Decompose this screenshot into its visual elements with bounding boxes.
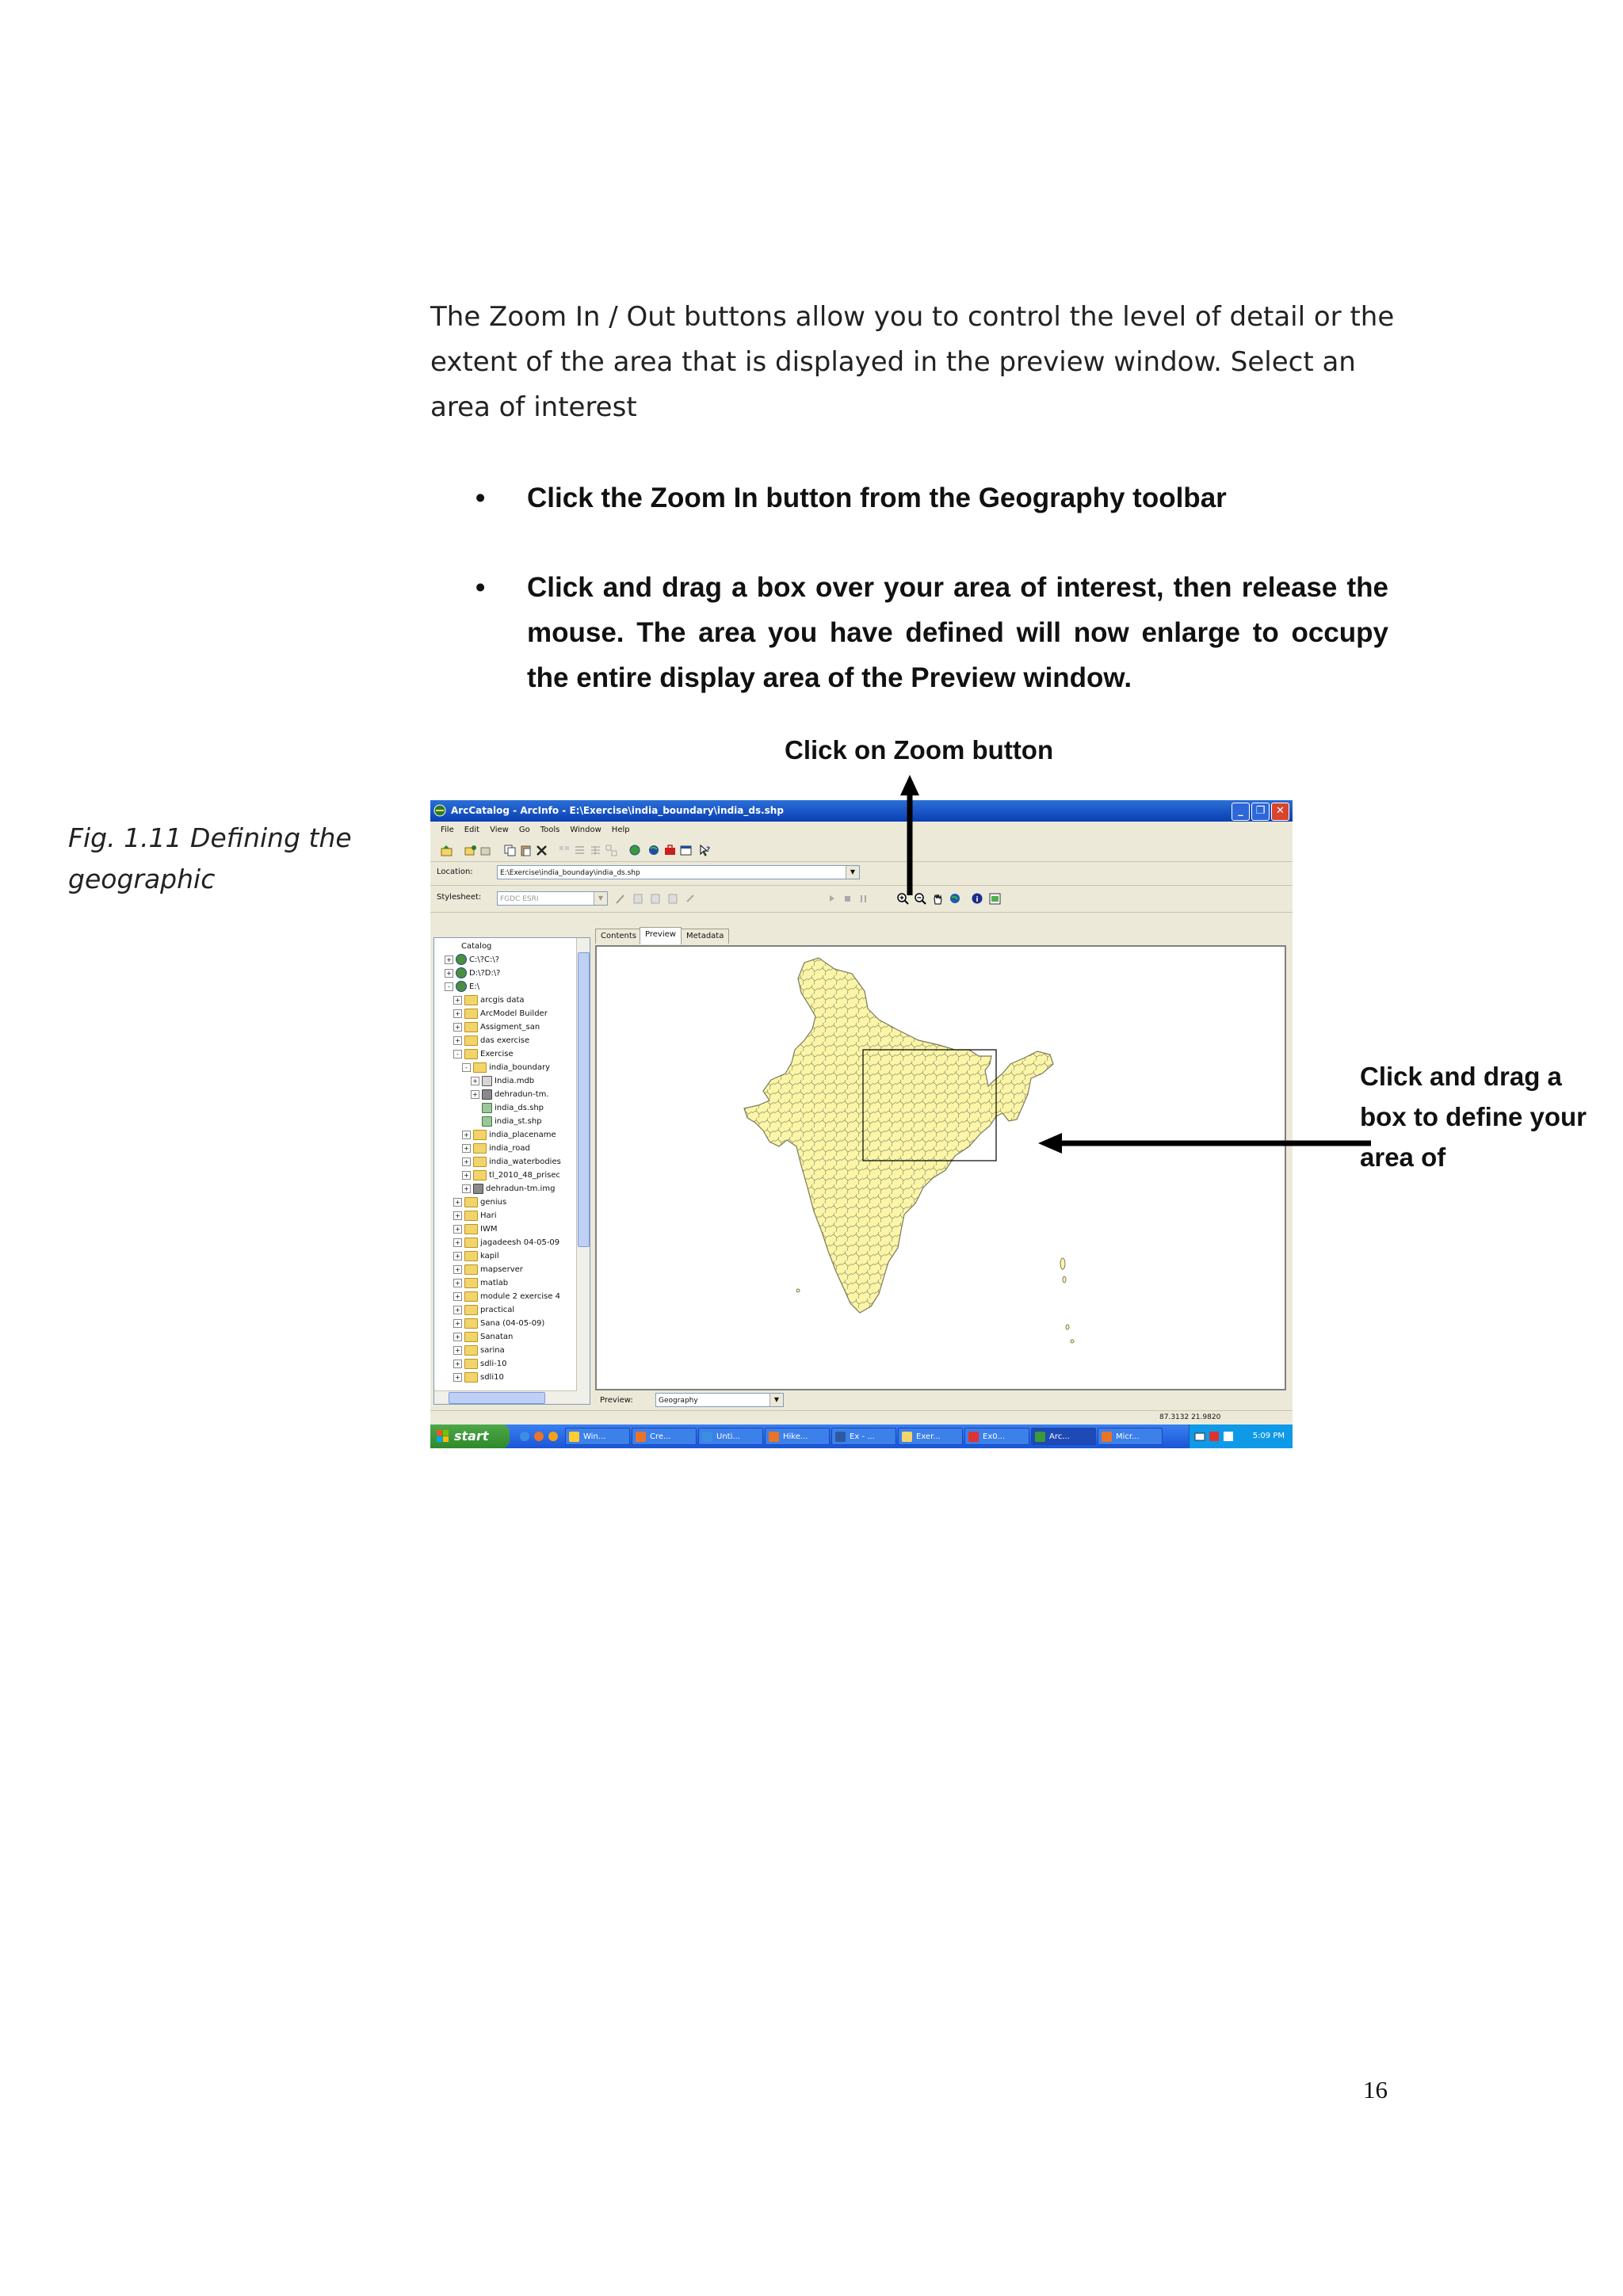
folder-icon: [464, 1264, 478, 1275]
coordinates-readout: 87.3132 21.9820: [1159, 1413, 1221, 1421]
horizontal-scrollbar[interactable]: [434, 1390, 577, 1404]
taskbar-button-label: Win...: [583, 1432, 606, 1441]
catalog-tree-item[interactable]: [453, 1007, 548, 1020]
svg-text:i: i: [976, 896, 979, 904]
collapse-icon[interactable]: -: [453, 1050, 462, 1058]
security-icon[interactable]: [1209, 1431, 1220, 1442]
window-title: ArcCatalog - ArcInfo - E:\Exercise\india_boundary\india_ds.shp: [451, 805, 784, 816]
taskbar-button[interactable]: [1098, 1428, 1163, 1445]
whats-this-help-icon[interactable]: [698, 844, 712, 857]
catalog-icon: [447, 942, 459, 951]
shp-icon: [482, 1116, 492, 1127]
folder-icon: [473, 1143, 487, 1154]
catalog-tree-label: kapil: [480, 1252, 499, 1261]
expand-icon[interactable]: +: [453, 1238, 462, 1247]
arctoolbox-icon[interactable]: [663, 844, 677, 857]
intro-paragraph: The Zoom In / Out buttons allow you to control the level of detail or the extent of the area that is displayed in the preview window. Select an area of interest: [430, 301, 1395, 423]
india-map[interactable]: [597, 947, 1285, 1389]
catalog-tree-label: jagadeesh 04-05-09: [480, 1238, 560, 1247]
catalog-tree-item[interactable]: [462, 1061, 550, 1074]
bullet-item-drag-box: [475, 565, 1388, 707]
create-thumbnail-icon[interactable]: [988, 892, 1002, 906]
expand-icon[interactable]: +: [453, 1198, 462, 1207]
menu-go[interactable]: Go: [518, 826, 530, 834]
catalog-tree-item[interactable]: [462, 1142, 530, 1155]
catalog-tree-label: India.mdb: [495, 1077, 535, 1085]
tab-metadata[interactable]: Metadata: [681, 929, 729, 944]
zoom-in-icon[interactable]: [896, 892, 910, 906]
catalog-tree-item[interactable]: [453, 1047, 514, 1061]
full-extent-icon[interactable]: [949, 892, 962, 906]
mdb-icon: [482, 1076, 492, 1086]
catalog-tree-item[interactable]: [471, 1101, 544, 1115]
catalog-tree-label: Sana (04-05-09): [480, 1319, 545, 1328]
windows-logo-icon: [437, 1430, 449, 1443]
drive-icon: [456, 981, 467, 992]
collapse-icon[interactable]: -: [445, 982, 453, 991]
catalog-tree: [433, 937, 590, 1405]
folder-icon: [473, 1170, 487, 1180]
thumbnails-view-icon[interactable]: [605, 844, 618, 857]
expand-icon[interactable]: +: [453, 1319, 462, 1328]
taskbar-button[interactable]: [698, 1428, 763, 1445]
folder-icon: [464, 1035, 478, 1046]
windows-taskbar: [430, 1425, 1293, 1448]
expand-icon[interactable]: +: [462, 1158, 471, 1166]
media-quicklaunch-icon[interactable]: [548, 1431, 559, 1442]
preview-type-value: Geography: [659, 1397, 698, 1405]
maximize-button[interactable]: ❐: [1251, 803, 1270, 821]
expand-icon[interactable]: +: [453, 1279, 462, 1287]
catalog-tree-item[interactable]: [462, 1128, 556, 1142]
location-label: Location:: [437, 868, 473, 876]
taskbar-button-label: Arc...: [1049, 1432, 1070, 1441]
standard-toolbar: [430, 839, 1293, 862]
expand-icon[interactable]: +: [453, 1333, 462, 1341]
catalog-tree-label: D:\?D:\?: [469, 969, 501, 978]
create-update-metadata-icon[interactable]: [649, 892, 663, 906]
folder-icon: [464, 1345, 478, 1356]
taskbar-clock: 5:09 PM: [1252, 1432, 1285, 1440]
catalog-tree-item[interactable]: [445, 980, 479, 994]
task-app-icon: [636, 1432, 646, 1442]
expand-icon[interactable]: +: [453, 1023, 462, 1032]
catalog-tree-label: india_placename: [489, 1131, 556, 1139]
catalog-tree-item[interactable]: [453, 1222, 497, 1236]
folder-icon: [464, 1291, 478, 1302]
taskbar-button[interactable]: [831, 1428, 896, 1445]
catalog-tree-item[interactable]: [462, 1169, 560, 1182]
catalog-tree-label: india_waterbodies: [489, 1158, 561, 1166]
menu-tools[interactable]: Tools: [540, 826, 560, 834]
copy-icon[interactable]: [503, 844, 517, 857]
tab-preview[interactable]: Preview: [640, 927, 682, 944]
catalog-tree-label: E:\: [469, 982, 480, 991]
pause-icon[interactable]: [857, 892, 870, 906]
launch-arcmap-icon[interactable]: [628, 844, 642, 857]
catalog-tree-label: sdli-10: [480, 1360, 507, 1368]
menu-window[interactable]: Window: [570, 826, 601, 834]
metadata-geography-toolbar: [430, 885, 1293, 913]
command-line-icon[interactable]: [679, 844, 693, 857]
catalog-tree-item[interactable]: [453, 1330, 513, 1344]
system-tray: [1189, 1425, 1293, 1448]
stylesheet-value: FGDC ESRI: [500, 895, 539, 903]
catalog-tree-item[interactable]: [445, 967, 501, 980]
vertical-scrollbar[interactable]: [576, 938, 590, 1404]
catalog-tree-label: matlab: [480, 1279, 509, 1287]
play-icon[interactable]: [825, 892, 838, 906]
catalog-tree-label: tl_2010_48_prisec: [489, 1171, 560, 1180]
dropdown-arrow-icon[interactable]: ▼: [594, 892, 607, 905]
catalog-tree-item[interactable]: [471, 1115, 542, 1128]
catalog-tree-label: Exercise: [480, 1050, 514, 1058]
catalog-tree-label: sdli10: [480, 1373, 504, 1382]
page-number: 16: [1363, 2076, 1388, 2103]
svg-text:?: ?: [706, 846, 711, 854]
annotation-zoom-button: Click on Zoom button: [785, 735, 1054, 765]
taskbar-button-label: Unti...: [716, 1432, 740, 1441]
catalog-tree-label: IWM: [480, 1225, 498, 1234]
catalog-tree-item[interactable]: [453, 1290, 560, 1303]
img-icon: [473, 1184, 483, 1194]
edit-metadata-icon[interactable]: [614, 892, 628, 906]
folder-icon: [464, 1372, 478, 1383]
network-icon[interactable]: [1194, 1431, 1205, 1442]
catalog-tree-item[interactable]: [453, 1196, 506, 1209]
catalog-tree-item[interactable]: [453, 1317, 544, 1330]
folder-icon: [464, 995, 478, 1005]
catalog-tree-label: mapserver: [480, 1265, 523, 1274]
location-combobox[interactable]: [497, 865, 860, 879]
expand-icon[interactable]: +: [453, 996, 462, 1005]
catalog-tree-item[interactable]: [471, 1074, 534, 1088]
scroll-thumb[interactable]: [578, 952, 590, 1247]
expand-icon[interactable]: +: [453, 1009, 462, 1018]
dropdown-arrow-icon[interactable]: ▼: [846, 866, 859, 879]
taskbar-button-label: Cre...: [650, 1432, 671, 1441]
taskbar-button[interactable]: [1031, 1428, 1096, 1445]
folder-icon: [464, 1197, 478, 1207]
bullet-marker: •: [475, 572, 486, 603]
expand-icon[interactable]: +: [453, 1265, 462, 1274]
folder-icon: [473, 1157, 487, 1167]
figure-caption: Fig. 1.11 Defining the geographic: [68, 822, 352, 894]
catalog-tree-label: india_road: [489, 1144, 530, 1153]
img-icon: [482, 1089, 492, 1100]
expand-icon[interactable]: +: [462, 1184, 471, 1193]
catalog-tree-label: arcgis data: [480, 996, 525, 1005]
location-toolbar: [430, 861, 1293, 886]
shp-icon: [482, 1103, 492, 1113]
task-app-icon: [769, 1432, 779, 1442]
expand-icon[interactable]: +: [453, 1373, 462, 1382]
catalog-tree-item[interactable]: [453, 1249, 499, 1263]
folder-icon: [464, 1251, 478, 1261]
expand-icon[interactable]: +: [462, 1131, 471, 1139]
zoom-out-icon[interactable]: [914, 892, 927, 906]
dropdown-arrow-icon[interactable]: ▼: [769, 1394, 783, 1406]
menu-bar: [430, 822, 1293, 839]
preview-type-combobox[interactable]: [655, 1393, 784, 1407]
folder-icon: [464, 1318, 478, 1329]
antivirus-icon[interactable]: [1223, 1431, 1234, 1442]
disconnect-folder-icon[interactable]: [479, 844, 493, 857]
expand-icon[interactable]: +: [462, 1171, 471, 1180]
task-app-icon: [1035, 1432, 1045, 1442]
catalog-tree-item[interactable]: [471, 1088, 549, 1101]
taskbar-button[interactable]: [964, 1428, 1029, 1445]
folder-icon: [464, 1238, 478, 1248]
task-app-icon: [1102, 1432, 1112, 1442]
expand-icon[interactable]: +: [462, 1144, 471, 1153]
list-view-icon[interactable]: [573, 844, 586, 857]
task-app-icon: [835, 1432, 846, 1442]
catalog-tree-item[interactable]: [436, 940, 491, 953]
task-app-icon: [702, 1432, 712, 1442]
expand-icon[interactable]: +: [471, 1077, 479, 1085]
catalog-tree-label: genius: [480, 1198, 507, 1207]
expand-icon[interactable]: +: [453, 1346, 462, 1355]
catalog-tree-label: ArcModel Builder: [480, 1009, 548, 1018]
catalog-tree-label: sarina: [480, 1346, 505, 1355]
taskbar-button[interactable]: [565, 1428, 630, 1445]
catalog-tree-label: Catalog: [461, 942, 492, 951]
india-outline: [744, 958, 1053, 1313]
arccatalog-icon: [433, 804, 446, 817]
stylesheet-combobox[interactable]: [497, 891, 608, 906]
catalog-tree-label: india_boundary: [489, 1063, 551, 1072]
import-metadata-icon[interactable]: [666, 892, 680, 906]
identify-icon[interactable]: [971, 892, 984, 906]
drive-icon: [456, 954, 467, 965]
start-button[interactable]: [430, 1425, 510, 1448]
taskbar-button[interactable]: [632, 1428, 697, 1445]
taskbar-button-label: Ex - ...: [850, 1432, 875, 1441]
bullet-text: Click the Zoom In button from the Geography toolbar: [527, 482, 1227, 513]
large-icons-view-icon[interactable]: [557, 844, 571, 857]
details-view-icon[interactable]: [589, 844, 602, 857]
expand-icon[interactable]: +: [471, 1090, 479, 1099]
paste-icon[interactable]: [519, 844, 533, 857]
folder-icon: [464, 1305, 478, 1315]
expand-icon[interactable]: +: [453, 1225, 462, 1234]
delete-icon[interactable]: [535, 844, 548, 857]
catalog-tree-item[interactable]: [453, 1357, 506, 1371]
catalog-tree-item[interactable]: [453, 1236, 559, 1249]
export-metadata-icon[interactable]: [684, 892, 697, 906]
catalog-tree-label: Hari: [480, 1211, 497, 1220]
taskbar-button-label: Ex0...: [983, 1432, 1006, 1441]
task-app-icon: [902, 1432, 912, 1442]
task-app-icon: [968, 1432, 979, 1442]
metadata-properties-icon[interactable]: [632, 892, 645, 906]
catalog-tree-item[interactable]: [453, 1371, 504, 1384]
taskbar-button-label: Exer...: [916, 1432, 941, 1441]
expand-icon[interactable]: +: [453, 1036, 462, 1045]
expand-icon[interactable]: +: [453, 1211, 462, 1220]
catalog-tree-item[interactable]: [453, 994, 525, 1007]
expand-icon[interactable]: +: [445, 955, 453, 964]
catalog-tree-item[interactable]: [453, 1020, 540, 1034]
catalog-tree-item[interactable]: [453, 1263, 523, 1276]
ie-quicklaunch-icon[interactable]: [519, 1431, 530, 1442]
catalog-tree-item[interactable]: [453, 1034, 529, 1047]
folder-icon: [464, 1359, 478, 1369]
stylesheet-label: Stylesheet:: [437, 893, 482, 902]
bullet-item-zoom-in: [475, 475, 1388, 523]
folder-icon: [473, 1062, 487, 1073]
bullet-marker: •: [475, 482, 486, 513]
tab-contents[interactable]: Contents: [595, 929, 642, 944]
catalog-tree-item[interactable]: [453, 1344, 505, 1357]
catalog-tree-label: dehradun-tm.: [495, 1090, 549, 1099]
expand-icon[interactable]: +: [453, 1252, 462, 1261]
taskbar-button-label: Hike...: [783, 1432, 808, 1441]
expand-icon[interactable]: +: [453, 1360, 462, 1368]
close-button[interactable]: ✕: [1271, 803, 1289, 821]
folder-icon: [464, 1022, 478, 1032]
firefox-quicklaunch-icon[interactable]: [533, 1431, 544, 1442]
catalog-tree-item[interactable]: [453, 1276, 508, 1290]
preview-pane[interactable]: [595, 945, 1286, 1390]
catalog-tree-item[interactable]: [453, 1209, 497, 1222]
preview-label: Preview:: [600, 1396, 633, 1405]
up-one-level-icon[interactable]: [440, 844, 453, 857]
globe-icon[interactable]: [647, 844, 661, 857]
catalog-tree-item[interactable]: [462, 1155, 561, 1169]
catalog-tree-label: india_ds.shp: [495, 1104, 544, 1112]
status-bar: [430, 1410, 1293, 1425]
expand-icon[interactable]: +: [453, 1306, 462, 1314]
bullet-text: Click and drag a box over your area of interest, then release the mouse. The area you have defined will now enlarge to occupy the entire display area of the Preview window.: [527, 572, 1388, 693]
catalog-tree-label: dehradun-tm.img: [486, 1184, 556, 1193]
connect-folder-icon[interactable]: [464, 844, 477, 857]
scroll-thumb[interactable]: [449, 1392, 545, 1404]
catalog-tree-label: practical: [480, 1306, 515, 1314]
catalog-tree-item[interactable]: [462, 1182, 555, 1196]
start-label: start: [454, 1428, 489, 1444]
expand-icon[interactable]: +: [453, 1292, 462, 1301]
annotation-drag-box: Click and drag a box to define your area of: [1360, 1062, 1587, 1172]
folder-icon: [464, 1224, 478, 1234]
folder-icon: [464, 1278, 478, 1288]
catalog-tree-label: module 2 exercise 4: [480, 1292, 561, 1301]
taskbar-button[interactable]: [765, 1428, 830, 1445]
taskbar-button[interactable]: [898, 1428, 963, 1445]
title-bar: [430, 800, 1293, 822]
expand-icon[interactable]: +: [445, 969, 453, 978]
menu-edit[interactable]: Edit: [464, 826, 480, 834]
catalog-tree-label: india_st.shp: [495, 1117, 542, 1126]
catalog-tree-label: Sanatan: [480, 1333, 514, 1341]
folder-icon: [464, 1211, 478, 1221]
menu-view[interactable]: View: [490, 826, 509, 834]
folder-icon: [464, 1009, 478, 1019]
taskbar-button-label: Micr...: [1116, 1432, 1140, 1441]
catalog-tree-label: das exercise: [480, 1036, 530, 1045]
catalog-tree-item[interactable]: [445, 953, 499, 967]
task-app-icon: [569, 1432, 579, 1442]
minimize-button[interactable]: _: [1232, 803, 1250, 821]
folder-icon: [464, 1049, 478, 1059]
menu-file[interactable]: File: [441, 826, 454, 834]
location-value: E:\Exercise\india_bounday\india_ds.shp: [500, 869, 640, 877]
menu-help[interactable]: Help: [611, 826, 630, 834]
folder-icon: [473, 1130, 487, 1140]
pan-icon[interactable]: [931, 892, 945, 906]
stop-icon[interactable]: [841, 892, 854, 906]
catalog-tree-label: C:\?C:\?: [469, 955, 500, 964]
folder-icon: [464, 1332, 478, 1342]
arccatalog-window: [430, 800, 1293, 1448]
catalog-tree-item[interactable]: [453, 1303, 514, 1317]
collapse-icon[interactable]: -: [462, 1063, 471, 1072]
catalog-tree-label: Assigment_san: [480, 1023, 540, 1032]
drive-icon: [456, 967, 467, 978]
